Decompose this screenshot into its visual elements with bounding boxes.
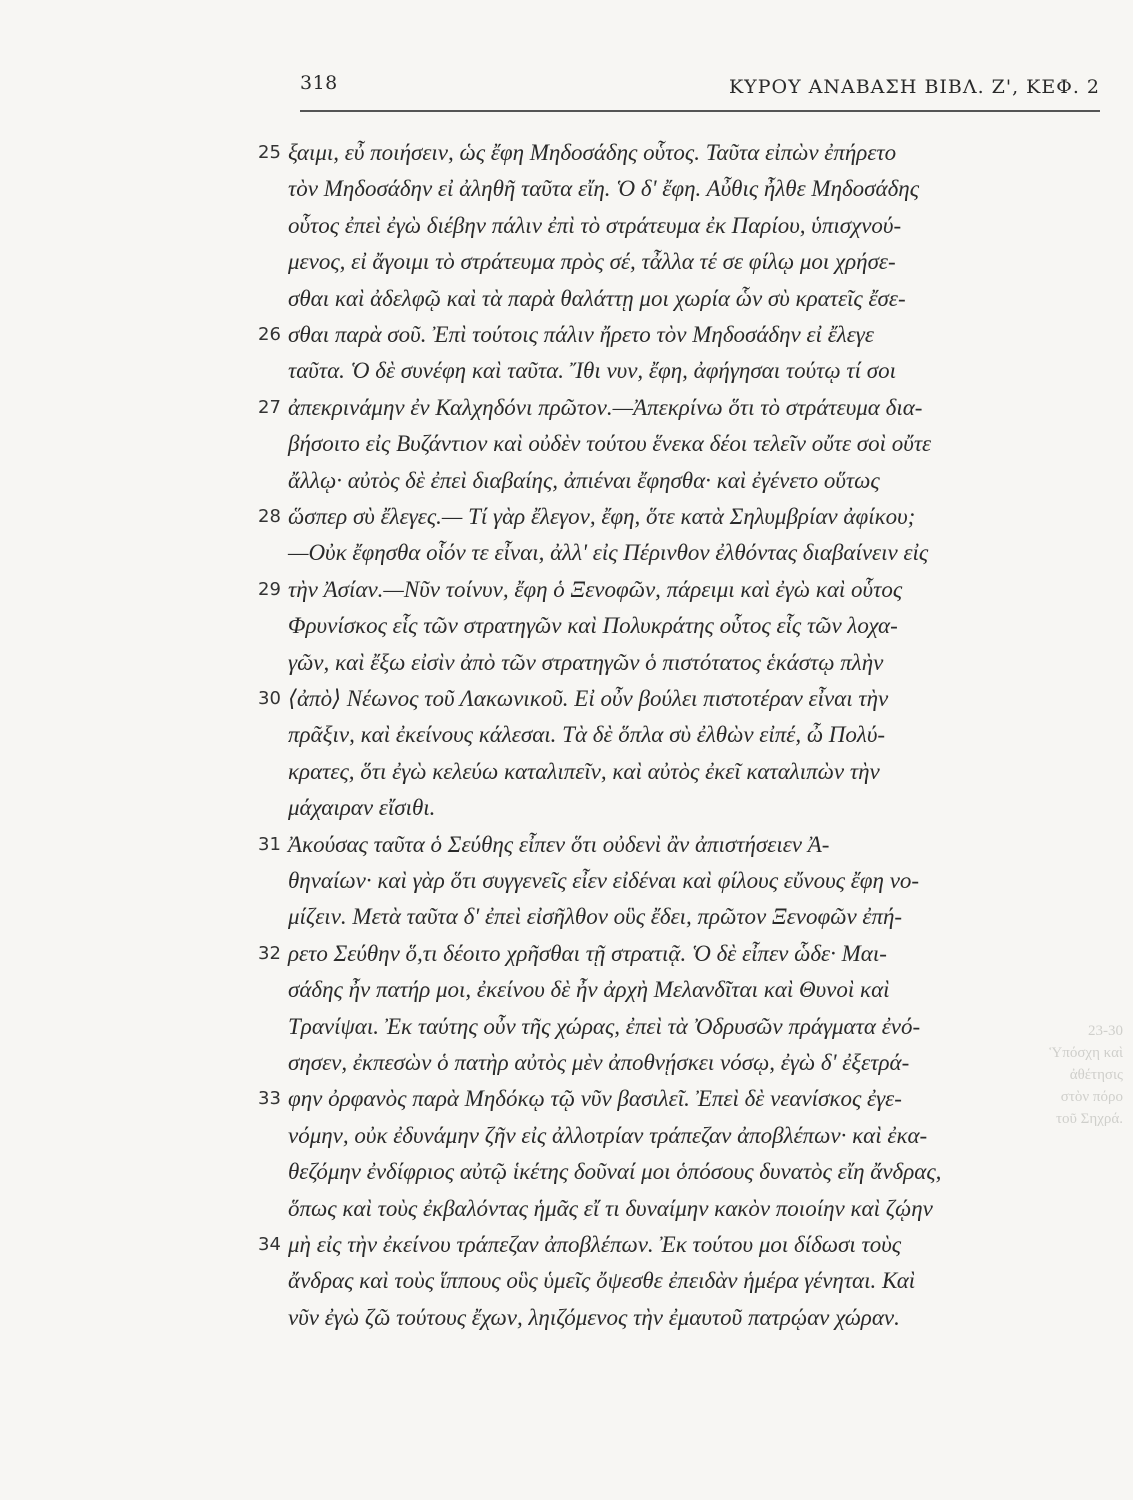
section-number: 31 [258, 833, 281, 855]
section-number: 27 [258, 396, 281, 418]
text-line [258, 1232, 1098, 1268]
text-line [258, 686, 1098, 722]
text-line [288, 286, 1098, 322]
text-line [288, 759, 1098, 795]
line-text: σθαι παρὰ σοῦ. Ἐπὶ τούτοις πάλιν ἤρετο τὸν Μηδοσάδην εἰ ἔλεγε [288, 322, 874, 347]
line-text: σάδης ἦν πατήρ μοι, ἐκείνου δὲ ἦν ἀρχὴ Μελανδῖται καὶ Θυνοὶ καὶ [288, 977, 890, 1003]
text-line [288, 1305, 1098, 1341]
line-text: μάχαιραν εἴσιθι. [288, 795, 436, 821]
line-text: γῶν, καὶ ἔξω εἰσὶν ἀπὸ τῶν στρατηγῶν ὁ πιστότατος ἑκάστῳ πλὴν [288, 649, 884, 675]
line-text: ὥσπερ σὺ ἔλεγες.— Τί γὰρ ἔλεγον, ἔφη, ὅτε κατὰ Σηλυμβρίαν ἀφίκου; [288, 504, 916, 529]
text-line [288, 1014, 1098, 1050]
text-line [258, 831, 1098, 868]
text-line [288, 613, 1098, 649]
line-text: ἄνδρας καὶ τοὺς ἵππους οὓς ὑμεῖς ὄψεσθε ἐπειδὰν ἡμέρα γένηται. Καὶ [288, 1268, 916, 1294]
text-line [258, 576, 1098, 613]
text-line [288, 795, 1098, 831]
section-number: 34 [258, 1234, 281, 1255]
text-line [288, 904, 1098, 940]
text-line [288, 358, 1098, 394]
section-number: 33 [258, 1088, 281, 1110]
line-text: τὸν Μηδοσάδην εἰ ἀληθῆ ταῦτα εἴη. Ὁ δ' ἔφη. Αὖθις ἦλθε Μηδοσάδης [288, 176, 920, 202]
line-text: ξαιμι, εὖ ποιήσειν, ὡς ἔφη Μηδοσάδης οὗτος. Ταῦτα εἰπὼν ἐπήρετο [288, 140, 897, 165]
text-line [288, 650, 1098, 686]
bleed-through-line: 23-30 [1088, 1023, 1123, 1039]
line-text: Φρυνίσκος εἷς τῶν στρατηγῶν καὶ Πολυκράτης οὗτος εἷς τῶν λοχα- [288, 613, 898, 639]
header-rule [300, 110, 1100, 112]
text-line [288, 868, 1098, 904]
line-text: ἄλλῳ· αὐτὸς δὲ ἐπεὶ διαβαίης, ἀπιέναι ἔφησθα· καὶ ἐγένετο οὕτως [288, 467, 880, 493]
text-line [288, 1159, 1098, 1195]
text-line [258, 322, 1098, 358]
line-text: μίζειν. Μετὰ ταῦτα δ' ἐπεὶ εἰσῆλθον οὓς ἔδει, πρῶτον Ξενοφῶν ἐπή- [288, 904, 903, 930]
line-text: θηναίων· καὶ γὰρ ὅτι συγγενεῖς εἶεν εἰδέναι καὶ φίλους εὔνους ἔφη νο- [288, 868, 920, 893]
text-line [288, 249, 1098, 285]
line-text: ἀπεκρινάμην ἐν Καλχηδόνι πρῶτον.—Ἀπεκρίνω ὅτι τὸ στράτευμα δια- [288, 394, 923, 420]
text-line [288, 540, 1098, 576]
text-line [288, 977, 1098, 1013]
bleed-through-line: ἀθέτησις [1069, 1067, 1123, 1083]
line-text: τὴν Ἀσίαν.—Νῦν τοίνυν, ἔφη ὁ Ξενοφῶν, πάρειμι καὶ ἐγὼ καὶ οὗτος [288, 576, 903, 602]
line-text: πρᾶξιν, καὶ ἐκείνους κάλεσαι. Τὰ δὲ ὅπλα σὺ ἐλθὼν εἰπέ, ὦ Πολύ- [288, 722, 886, 748]
running-head: ΚΥΡΟΥ ΑΝΑΒΑΣΗ ΒΙΒΛ. Ζ', ΚΕΦ. 2 [728, 76, 1100, 98]
page-header [300, 72, 1100, 112]
line-text: κρατες, ὅτι ἐγὼ κελεύω καταλιπεῖν, καὶ αὐτὸς ἐκεῖ καταλιπὼν τὴν [288, 758, 880, 784]
line-text: σησεν, ἐκπεσὼν ὁ πατὴρ αὐτὸς μὲν ἀποθνῄσκει νόσῳ, ἐγὼ δ' ἐξετρά- [288, 1050, 910, 1075]
line-text: ⟨ἀπὸ⟩ Νέωνος τοῦ Λακωνικοῦ. Εἰ οὖν βούλει πιστοτέραν εἶναι τὴν [288, 686, 889, 711]
text-line [288, 1196, 1098, 1232]
text-line [288, 1050, 1098, 1086]
text-line [288, 1268, 1098, 1304]
text-line [288, 1123, 1098, 1159]
text-line [288, 213, 1098, 249]
section-number: 29 [258, 578, 281, 600]
text-line [288, 468, 1098, 504]
text-line [288, 176, 1098, 212]
line-text: ὅπως καὶ τοὺς ἐκβαλόντας ἡμᾶς εἴ τι δυναίμην κακὸν ποιοίην καὶ ζῴην [288, 1195, 933, 1221]
line-text: μενος, εἰ ἄγοιμι τὸ στράτευμα πρὸς σέ, τἆλλα τέ σε φίλῳ μοι χρήσε- [288, 249, 896, 275]
section-number: 30 [258, 688, 281, 709]
line-text: νῦν ἐγὼ ζῶ τούτους ἔχων, ληιζόμενος τὴν ἐμαυτοῦ πατρῴαν χώραν. [288, 1304, 900, 1330]
line-text: νόμην, οὐκ ἐδυνάμην ζῆν εἰς ἀλλοτρίαν τράπεζαν ἀποβλέπων· καὶ ἐκα- [288, 1122, 928, 1148]
line-text: Τρανίψαι. Ἐκ ταύτης οὖν τῆς χώρας, ἐπεὶ τὰ Ὀδρυσῶν πράγματα ἐνό- [288, 1013, 921, 1039]
line-text: Ἀκούσας ταῦτα ὁ Σεύθης εἶπεν ὅτι οὐδενὶ ἂν ἀπιστήσειεν Ἀ- [288, 831, 830, 857]
line-text: θεζόμην ἐνδίφριος αὐτῷ ἱκέτης δοῦναί μοι ὁπόσους δυνατὸς εἴη ἄνδρας, [288, 1159, 942, 1185]
section-number: 32 [258, 942, 281, 964]
section-number: 26 [258, 324, 281, 345]
section-number: 28 [258, 506, 281, 527]
text-line [258, 394, 1098, 431]
line-text: μὴ εἰς τὴν ἐκείνου τράπεζαν ἀποβλέπων. Ἐκ τούτου μοι δίδωσι τοὺς [288, 1232, 902, 1257]
line-text: ρετο Σεύθην ὅ,τι δέοιτο χρῆσθαι τῇ στρατιᾷ. Ὁ δὲ εἶπεν ὧδε· Μαι- [288, 940, 887, 966]
page-number: 318 [300, 72, 338, 94]
line-text: φην ὀρφανὸς παρὰ Μηδόκῳ τῷ νῦν βασιλεῖ. Ἐπεὶ δὲ νεανίσκος ἐγε- [288, 1086, 902, 1112]
section-number: 25 [258, 142, 281, 163]
text-line [258, 940, 1098, 977]
text-line [258, 504, 1098, 540]
text-line [288, 722, 1098, 758]
text-line [258, 1086, 1098, 1122]
line-text: οὗτος ἐπεὶ ἐγὼ διέβην πάλιν ἐπὶ τὸ στράτευμα ἐκ Παρίου, ὑπισχνού- [288, 212, 902, 238]
line-text: —Οὐκ ἔφησθα οἷόν τε εἶναι, ἀλλ' εἰς Πέρινθον ἐλθόντας διαβαίνειν εἰς [288, 540, 929, 566]
text-line [258, 140, 1098, 176]
bleed-through-line: Ὑπόσχη καὶ [1049, 1045, 1123, 1061]
line-text: σθαι καὶ ἀδελφῷ καὶ τὰ παρὰ θαλάττῃ μοι χωρία ὧν σὺ κρατεῖς ἔσε- [288, 285, 906, 311]
text-line [288, 431, 1098, 467]
bleed-through-line: τοῦ Σηχρά. [1055, 1111, 1123, 1127]
bleed-through-margin-note [1028, 1020, 1123, 1130]
bleed-through-line: στὸν πόρο [1060, 1089, 1123, 1105]
line-text: βήσοιτο εἰς Βυζάντιον καὶ οὐδὲν τούτου ἕνεκα δέοι τελεῖν οὔτε σοὶ οὔτε [288, 431, 932, 457]
line-text: ταῦτα. Ὁ δὲ συνέφη καὶ ταῦτα. Ἴθι νυν, ἔφη, ἀφήγησαι τούτῳ τί σοι [288, 358, 896, 384]
